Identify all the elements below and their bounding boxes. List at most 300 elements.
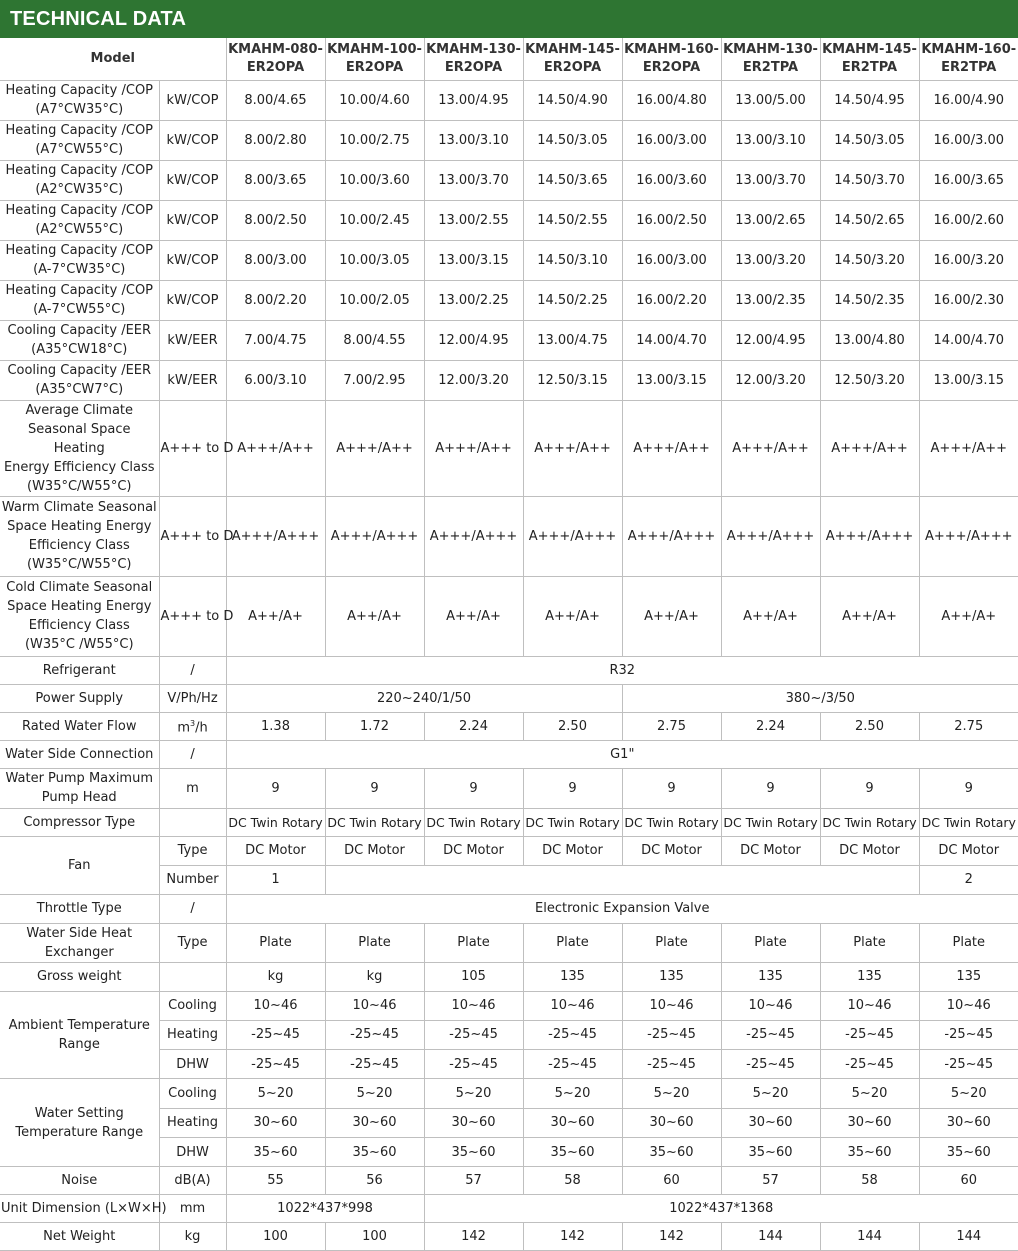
row-label: Cooling Capacity /EER (A35°CW7°C) (0, 360, 159, 400)
row-label: Heating Capacity /COP (A2°CW35°C) (0, 160, 159, 200)
value-cell: 10~46 (523, 991, 622, 1020)
value-cell: DC Twin Rotary (721, 808, 820, 836)
value-cell: 10~46 (919, 991, 1018, 1020)
value-cell: Plate (424, 923, 523, 962)
value-cell: 8.00/2.80 (226, 120, 325, 160)
unit-cell: A+++ to D (159, 400, 226, 496)
value-cell: 16.00/2.50 (622, 200, 721, 240)
unit-cell: mm (159, 1195, 226, 1223)
value-cell: 14.50/3.10 (523, 240, 622, 280)
value-cell: A+++/A++ (820, 400, 919, 496)
model-name: KMAHM-145- ER2TPA (820, 38, 919, 80)
value-cell: 12.00/4.95 (424, 320, 523, 360)
value-cell: 16.00/3.00 (622, 120, 721, 160)
value-cell: Plate (226, 923, 325, 962)
value-cell: 13.00/3.15 (919, 360, 1018, 400)
value-cell: -25~45 (226, 1050, 325, 1079)
value-cell: A+++/A++ (721, 400, 820, 496)
value-cell: 135 (919, 962, 1018, 991)
unit-cell: $m^3/h$ (159, 712, 226, 740)
value-cell: 8.00/4.65 (226, 80, 325, 120)
value-cell: -25~45 (424, 1020, 523, 1049)
row-label: Ambient Temperature Range (0, 991, 159, 1079)
row-label: Refrigerant (0, 656, 159, 684)
value-cell: 35~60 (721, 1137, 820, 1166)
value-cell: 8.00/3.00 (226, 240, 325, 280)
value-cell: 380~/3/50 (622, 684, 1018, 712)
value-cell: -25~45 (622, 1050, 721, 1079)
value-cell: 16.00/3.00 (919, 120, 1018, 160)
value-cell: 13.00/2.25 (424, 280, 523, 320)
value-cell: 10~46 (325, 991, 424, 1020)
value-cell: 16.00/2.20 (622, 280, 721, 320)
value-cell: 2.24 (424, 712, 523, 740)
value-cell: -25~45 (523, 1050, 622, 1079)
water-connection-row (0, 740, 1018, 768)
value-cell: A+++/A++ (325, 400, 424, 496)
value-cell: 10.00/2.45 (325, 200, 424, 240)
capacity-row (0, 120, 1018, 160)
value-cell: A+++/A+++ (919, 496, 1018, 576)
value-cell: 57 (721, 1167, 820, 1195)
value-cell: 30~60 (325, 1108, 424, 1137)
value-cell: A+++/A+++ (523, 496, 622, 576)
value-cell: -25~45 (919, 1050, 1018, 1079)
value-cell: 35~60 (523, 1137, 622, 1166)
unit-cell: kW/COP (159, 200, 226, 240)
value-cell: 13.00/4.95 (424, 80, 523, 120)
value-cell: 35~60 (325, 1137, 424, 1166)
row-label: Water Pump Maximum Pump Head (0, 768, 159, 808)
value-cell: DC Motor (919, 836, 1018, 865)
value-cell: 30~60 (820, 1108, 919, 1137)
row-label: Cold Climate Seasonal Space Heating Energy Efficiency Class (W35°C /W55°C) (0, 576, 159, 656)
value-cell: R32 (226, 656, 1018, 684)
noise-row (0, 1167, 1018, 1195)
value-cell (325, 865, 919, 894)
value-cell: 13.00/2.65 (721, 200, 820, 240)
value-cell: kg (226, 962, 325, 991)
value-cell: 14.50/3.70 (820, 160, 919, 200)
sub-label: DHW (159, 1050, 226, 1079)
value-cell: 14.50/3.65 (523, 160, 622, 200)
value-cell: 2.75 (919, 712, 1018, 740)
unit-cell: kW/COP (159, 80, 226, 120)
value-cell: 100 (325, 1223, 424, 1251)
value-cell: 14.50/2.25 (523, 280, 622, 320)
value-cell: 16.00/3.65 (919, 160, 1018, 200)
value-cell: Plate (919, 923, 1018, 962)
value-cell: DC Twin Rotary (820, 808, 919, 836)
water-setting-row (0, 1079, 1018, 1108)
value-cell: A++/A+ (622, 576, 721, 656)
value-cell: -25~45 (721, 1050, 820, 1079)
fan-type-row (0, 836, 1018, 865)
value-cell: kg (325, 962, 424, 991)
value-cell: 14.50/2.35 (820, 280, 919, 320)
value-cell: -25~45 (820, 1050, 919, 1079)
value-cell: 30~60 (919, 1108, 1018, 1137)
value-cell: DC Motor (325, 836, 424, 865)
value-cell: 10.00/2.05 (325, 280, 424, 320)
value-cell: 5~20 (424, 1079, 523, 1108)
value-cell: Electronic Expansion Valve (226, 894, 1018, 923)
value-cell: 30~60 (226, 1108, 325, 1137)
row-label: Water Side Connection (0, 740, 159, 768)
value-cell: 1022*437*998 (226, 1195, 424, 1223)
value-cell: 12.50/3.20 (820, 360, 919, 400)
value-cell: A+++/A+++ (820, 496, 919, 576)
value-cell: 13.00/3.70 (424, 160, 523, 200)
value-cell: 30~60 (424, 1108, 523, 1137)
value-cell: 2.50 (820, 712, 919, 740)
value-cell: 13.00/5.00 (721, 80, 820, 120)
value-cell: 5~20 (325, 1079, 424, 1108)
value-cell: 8.00/2.20 (226, 280, 325, 320)
value-cell: 5~20 (226, 1079, 325, 1108)
value-cell: 1 (226, 865, 325, 894)
value-cell: 13.00/4.75 (523, 320, 622, 360)
value-cell: 9 (325, 768, 424, 808)
pump-head-row (0, 768, 1018, 808)
value-cell: 13.00/3.20 (721, 240, 820, 280)
title-bar (0, 0, 1018, 38)
value-cell: 58 (820, 1167, 919, 1195)
row-label: Gross weight (0, 962, 159, 991)
value-cell: 9 (424, 768, 523, 808)
value-cell: 135 (721, 962, 820, 991)
value-cell: A+++/A+++ (424, 496, 523, 576)
value-cell: 9 (622, 768, 721, 808)
value-cell: 10.00/3.60 (325, 160, 424, 200)
value-cell: G1" (226, 740, 1018, 768)
value-cell: 100 (226, 1223, 325, 1251)
value-cell: A++/A+ (523, 576, 622, 656)
net-weight-row (0, 1223, 1018, 1251)
sub-label: Heating (159, 1020, 226, 1049)
unit-cell: V/Ph/Hz (159, 684, 226, 712)
value-cell: 14.50/4.95 (820, 80, 919, 120)
technical-data-table (0, 38, 1018, 1251)
row-label: Water Side Heat Exchanger (0, 923, 159, 962)
value-cell: 35~60 (919, 1137, 1018, 1166)
value-cell: 9 (721, 768, 820, 808)
value-cell: 16.00/3.60 (622, 160, 721, 200)
value-cell: 5~20 (622, 1079, 721, 1108)
value-cell: 14.00/4.70 (919, 320, 1018, 360)
value-cell: 16.00/2.30 (919, 280, 1018, 320)
water-flow-row (0, 712, 1018, 740)
value-cell: A+++/A+++ (325, 496, 424, 576)
row-label: Compressor Type (0, 808, 159, 836)
value-cell: 2.24 (721, 712, 820, 740)
model-name: KMAHM-130- ER2TPA (721, 38, 820, 80)
model-header-row (0, 38, 1018, 80)
row-label: Unit Dimension (L×W×H) (0, 1195, 159, 1223)
row-label: Power Supply (0, 684, 159, 712)
unit-cell: m (159, 768, 226, 808)
model-label: Model (0, 38, 226, 80)
unit-cell (159, 962, 226, 991)
value-cell: 14.50/2.55 (523, 200, 622, 240)
value-cell: 10~46 (622, 991, 721, 1020)
value-cell: 2 (919, 865, 1018, 894)
value-cell: A++/A+ (226, 576, 325, 656)
value-cell: -25~45 (919, 1020, 1018, 1049)
value-cell: 13.00/3.10 (721, 120, 820, 160)
value-cell: DC Motor (226, 836, 325, 865)
value-cell: 13.00/2.55 (424, 200, 523, 240)
value-cell: 35~60 (622, 1137, 721, 1166)
value-cell: 220~240/1/50 (226, 684, 622, 712)
capacity-row (0, 80, 1018, 120)
gross-weight-row (0, 962, 1018, 991)
efficiency-class-row (0, 400, 1018, 496)
value-cell: 16.00/4.80 (622, 80, 721, 120)
value-cell: 13.00/2.35 (721, 280, 820, 320)
value-cell: 16.00/2.60 (919, 200, 1018, 240)
value-cell: 12.00/3.20 (721, 360, 820, 400)
value-cell: 14.50/3.20 (820, 240, 919, 280)
value-cell: 2.50 (523, 712, 622, 740)
sub-label: DHW (159, 1137, 226, 1166)
value-cell: 1.38 (226, 712, 325, 740)
value-cell: 10~46 (820, 991, 919, 1020)
value-cell: 144 (820, 1223, 919, 1251)
value-cell: 10~46 (721, 991, 820, 1020)
unit-cell: Type (159, 923, 226, 962)
value-cell: -25~45 (325, 1050, 424, 1079)
unit-cell: kW/COP (159, 240, 226, 280)
unit-cell: A+++ to D (159, 576, 226, 656)
row-label: Rated Water Flow (0, 712, 159, 740)
row-label: Heating Capacity /COP (A-7°CW55°C) (0, 280, 159, 320)
value-cell: DC Motor (622, 836, 721, 865)
page-title: TECHNICAL DATA (10, 7, 187, 30)
model-name: KMAHM-145- ER2OPA (523, 38, 622, 80)
unit-cell: kW/COP (159, 120, 226, 160)
capacity-row (0, 280, 1018, 320)
value-cell: 16.00/4.90 (919, 80, 1018, 120)
capacity-row (0, 320, 1018, 360)
value-cell: 1022*437*1368 (424, 1195, 1018, 1223)
dimension-row (0, 1195, 1018, 1223)
value-cell: 1.72 (325, 712, 424, 740)
sub-label: Cooling (159, 1079, 226, 1108)
value-cell: 14.50/2.65 (820, 200, 919, 240)
value-cell: 16.00/3.20 (919, 240, 1018, 280)
value-cell: A+++/A++ (919, 400, 1018, 496)
value-cell: A+++/A+++ (721, 496, 820, 576)
unit-cell: kW/EER (159, 320, 226, 360)
row-label: Net Weight (0, 1223, 159, 1251)
capacity-row (0, 200, 1018, 240)
value-cell: 10.00/3.05 (325, 240, 424, 280)
value-cell: A++/A+ (325, 576, 424, 656)
unit-cell: A+++ to D (159, 496, 226, 576)
value-cell: 13.00/3.15 (424, 240, 523, 280)
model-name: KMAHM-100- ER2OPA (325, 38, 424, 80)
value-cell: Plate (325, 923, 424, 962)
value-cell: 6.00/3.10 (226, 360, 325, 400)
value-cell: DC Motor (721, 836, 820, 865)
value-cell: 13.00/4.80 (820, 320, 919, 360)
value-cell: -25~45 (325, 1020, 424, 1049)
value-cell: 5~20 (820, 1079, 919, 1108)
value-cell: A++/A+ (424, 576, 523, 656)
value-cell: Plate (820, 923, 919, 962)
unit-cell: kW/COP (159, 160, 226, 200)
value-cell: 9 (523, 768, 622, 808)
value-cell: 8.00/2.50 (226, 200, 325, 240)
value-cell: 10~46 (424, 991, 523, 1020)
value-cell: 12.00/4.95 (721, 320, 820, 360)
ambient-range-row (0, 991, 1018, 1020)
value-cell: A+++/A++ (523, 400, 622, 496)
value-cell: 14.50/4.90 (523, 80, 622, 120)
efficiency-class-row (0, 496, 1018, 576)
value-cell: 8.00/3.65 (226, 160, 325, 200)
value-cell: 142 (424, 1223, 523, 1251)
row-label: Cooling Capacity /EER (A35°CW18°C) (0, 320, 159, 360)
value-cell: 10.00/4.60 (325, 80, 424, 120)
value-cell: 9 (919, 768, 1018, 808)
unit-cell: / (159, 894, 226, 923)
value-cell: Plate (622, 923, 721, 962)
refrigerant-row (0, 656, 1018, 684)
unit-cell: dB(A) (159, 1167, 226, 1195)
row-label: Heating Capacity /COP (A7°CW35°C) (0, 80, 159, 120)
capacity-row (0, 360, 1018, 400)
value-cell: 60 (622, 1167, 721, 1195)
value-cell: 56 (325, 1167, 424, 1195)
value-cell: DC Motor (424, 836, 523, 865)
value-cell: Plate (523, 923, 622, 962)
value-cell: 13.00/3.70 (721, 160, 820, 200)
value-cell: 14.50/3.05 (820, 120, 919, 160)
value-cell: 2.75 (622, 712, 721, 740)
value-cell: 7.00/2.95 (325, 360, 424, 400)
value-cell: 57 (424, 1167, 523, 1195)
value-cell: A+++/A++ (226, 400, 325, 496)
value-cell: -25~45 (721, 1020, 820, 1049)
value-cell: 12.50/3.15 (523, 360, 622, 400)
value-cell: 30~60 (523, 1108, 622, 1137)
value-cell: 135 (523, 962, 622, 991)
value-cell: DC Twin Rotary (424, 808, 523, 836)
value-cell: 5~20 (523, 1079, 622, 1108)
capacity-row (0, 160, 1018, 200)
value-cell: 135 (820, 962, 919, 991)
value-cell: 144 (721, 1223, 820, 1251)
row-label: Fan (0, 836, 159, 894)
value-cell: 135 (622, 962, 721, 991)
value-cell: 30~60 (622, 1108, 721, 1137)
value-cell: 55 (226, 1167, 325, 1195)
sub-label: Number (159, 865, 226, 894)
model-name: KMAHM-160- ER2OPA (622, 38, 721, 80)
unit-cell: / (159, 656, 226, 684)
value-cell: DC Twin Rotary (919, 808, 1018, 836)
value-cell: 142 (523, 1223, 622, 1251)
model-name: KMAHM-130- ER2OPA (424, 38, 523, 80)
value-cell: DC Motor (523, 836, 622, 865)
value-cell: A+++/A++ (622, 400, 721, 496)
row-label: Heating Capacity /COP (A7°CW55°C) (0, 120, 159, 160)
value-cell: 5~20 (919, 1079, 1018, 1108)
value-cell: 13.00/3.10 (424, 120, 523, 160)
model-name: KMAHM-080- ER2OPA (226, 38, 325, 80)
value-cell: A+++/A+++ (226, 496, 325, 576)
value-cell: 10~46 (226, 991, 325, 1020)
value-cell: A++/A+ (820, 576, 919, 656)
value-cell: 30~60 (721, 1108, 820, 1137)
value-cell: 16.00/3.00 (622, 240, 721, 280)
row-label: Heating Capacity /COP (A2°CW55°C) (0, 200, 159, 240)
value-cell: DC Motor (820, 836, 919, 865)
value-cell: 7.00/4.75 (226, 320, 325, 360)
value-cell: Plate (721, 923, 820, 962)
row-label: Noise (0, 1167, 159, 1195)
sub-label: Heating (159, 1108, 226, 1137)
unit-cell: / (159, 740, 226, 768)
value-cell: -25~45 (424, 1050, 523, 1079)
value-cell: 35~60 (424, 1137, 523, 1166)
capacity-row (0, 240, 1018, 280)
value-cell: -25~45 (622, 1020, 721, 1049)
value-cell: 10.00/2.75 (325, 120, 424, 160)
value-cell: -25~45 (226, 1020, 325, 1049)
value-cell: A+++/A+++ (622, 496, 721, 576)
value-cell: 9 (820, 768, 919, 808)
row-label: Average Climate Seasonal Space Heating Energy Efficiency Class (W35°C/W55°C) (0, 400, 159, 496)
sub-label: Type (159, 836, 226, 865)
heat-exchanger-row (0, 923, 1018, 962)
value-cell: 12.00/3.20 (424, 360, 523, 400)
compressor-row (0, 808, 1018, 836)
value-cell: 144 (919, 1223, 1018, 1251)
unit-cell: kg (159, 1223, 226, 1251)
value-cell: A+++/A++ (424, 400, 523, 496)
row-label: Water Setting Temperature Range (0, 1079, 159, 1167)
value-cell: 14.00/4.70 (622, 320, 721, 360)
value-cell: 9 (226, 768, 325, 808)
unit-cell: kW/COP (159, 280, 226, 320)
value-cell: DC Twin Rotary (226, 808, 325, 836)
value-cell: 35~60 (820, 1137, 919, 1166)
value-cell: 60 (919, 1167, 1018, 1195)
value-cell: 58 (523, 1167, 622, 1195)
value-cell: 5~20 (721, 1079, 820, 1108)
value-cell: -25~45 (523, 1020, 622, 1049)
efficiency-class-row (0, 576, 1018, 656)
value-cell: 14.50/3.05 (523, 120, 622, 160)
power-supply-row (0, 684, 1018, 712)
value-cell: DC Twin Rotary (622, 808, 721, 836)
sub-label: Cooling (159, 991, 226, 1020)
row-label: Throttle Type (0, 894, 159, 923)
value-cell: 13.00/3.15 (622, 360, 721, 400)
value-cell: -25~45 (820, 1020, 919, 1049)
value-cell: 142 (622, 1223, 721, 1251)
value-cell: DC Twin Rotary (523, 808, 622, 836)
value-cell: A++/A+ (919, 576, 1018, 656)
unit-cell (159, 808, 226, 836)
value-cell: 8.00/4.55 (325, 320, 424, 360)
row-label: Warm Climate Seasonal Space Heating Energy Efficiency Class (W35°C/W55°C) (0, 496, 159, 576)
model-name: KMAHM-160- ER2TPA (919, 38, 1018, 80)
value-cell: A++/A+ (721, 576, 820, 656)
